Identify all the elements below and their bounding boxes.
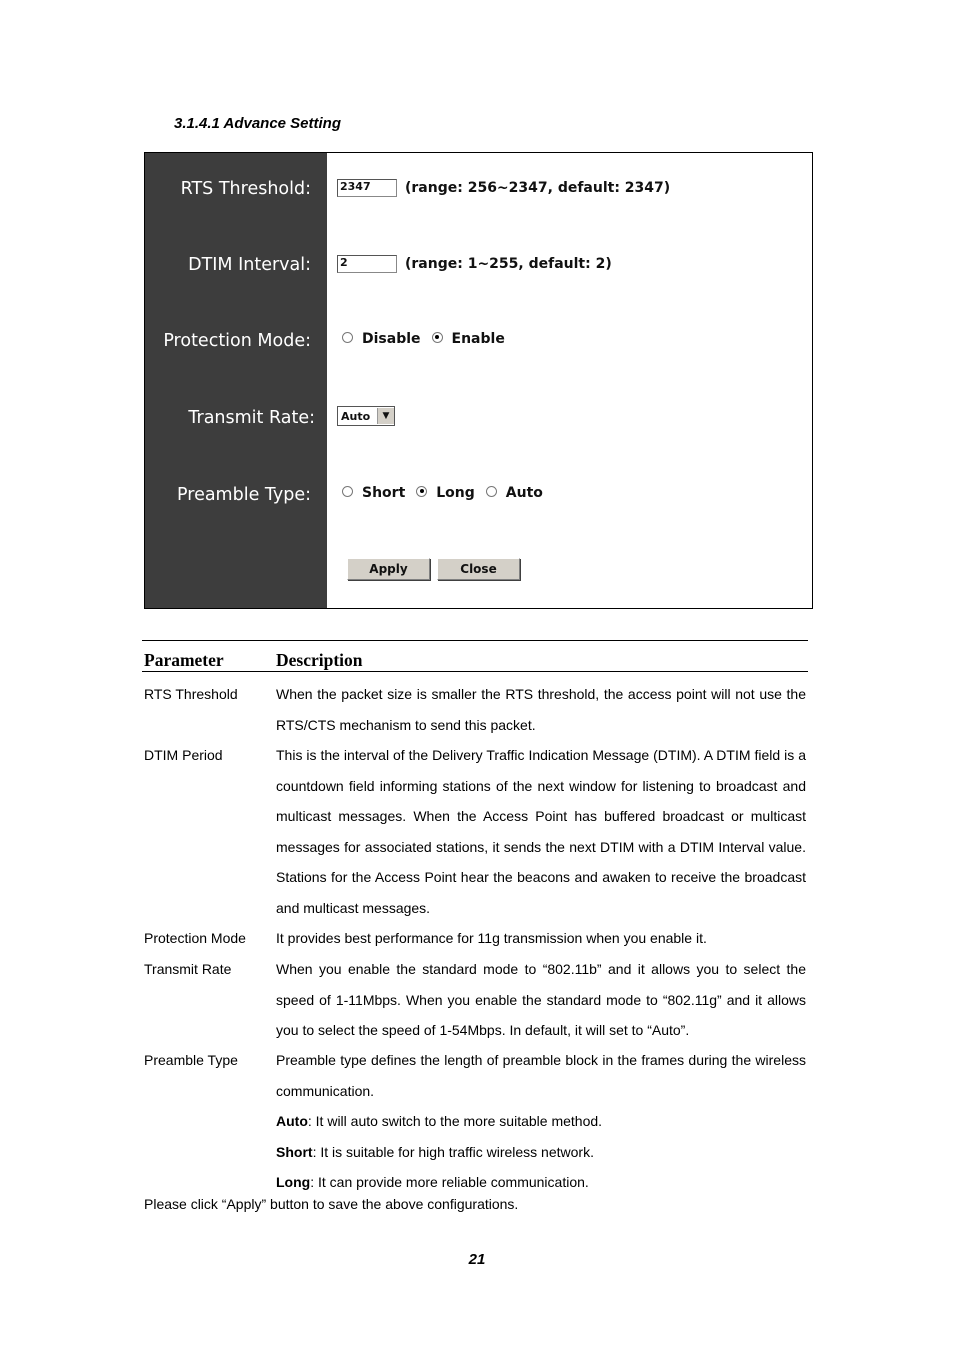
footer-note: Please click “Apply” button to save the above configurations. [144, 1196, 519, 1212]
table-header-rule [142, 671, 808, 672]
header-parameter: Parameter [144, 650, 224, 670]
dtim-hint: (range: 1~255, default: 2) [405, 256, 612, 272]
protection-disable-label: Disable [362, 331, 421, 347]
preamble-short-radio[interactable] [342, 486, 353, 497]
param-transmit-rate: Transmit Rate [144, 961, 232, 977]
rts-threshold-label: RTS Threshold: [180, 179, 311, 199]
param-preamble-type: Preamble Type [144, 1052, 238, 1068]
preamble-type-options [335, 485, 547, 501]
preamble-type-label: Preamble Type: [177, 485, 311, 505]
preamble-short-note: Short: It is suitable for high traffic wireless network. [276, 1143, 594, 1160]
preamble-long-label: Long [436, 485, 475, 501]
action-buttons [347, 558, 527, 580]
desc-protection-mode: It provides best performance for 11g transmission when you enable it. [276, 930, 707, 946]
rts-threshold-input[interactable]: 2347 [337, 179, 397, 197]
rts-row [337, 179, 670, 197]
preamble-long-note: Long: It can provide more reliable communication. [276, 1174, 589, 1190]
param-rts-threshold: RTS Threshold [144, 686, 238, 702]
param-dtim-period: DTIM Period [144, 747, 223, 763]
transmit-rate-row [337, 406, 395, 426]
preamble-short-label: Short [362, 485, 406, 501]
dtim-interval-input[interactable]: 2 [337, 255, 397, 273]
protection-mode-label: Protection Mode: [163, 331, 311, 351]
dtim-row [337, 255, 612, 273]
protection-enable-label: Enable [451, 331, 505, 347]
header-description: Description [276, 650, 363, 670]
page-number: 21 [468, 1251, 486, 1268]
section-title: 3.1.4.1 Advance Setting [174, 115, 342, 132]
desc-transmit-rate: When you enable the standard mode to “802.11b” and it allows you to select the speed of 1-11Mbps. When you enable the standard mode to “802.11g” and it allows you to select the speed of 1-54Mbps. In default, it will set to “Auto”. [276, 961, 806, 1038]
protection-enable-radio[interactable] [432, 332, 443, 343]
param-protection-mode: Protection Mode [144, 930, 246, 946]
desc-dtim-period: This is the interval of the Delivery Traffic Indication Message (DTIM). A DTIM field is a countdown field informing stations of the next window for listening to broadcast and multicast messages. When the Access Point has buffered broadcast or multicast messages for associated stations, it sends the next DTIM with a DTIM Interval value. Stations for the Access Point hear the beacons and awaken to receive the broadcast and multicast messages. [276, 747, 806, 916]
protection-disable-radio[interactable] [342, 332, 353, 343]
table-top-rule [142, 640, 808, 641]
transmit-rate-select[interactable] [337, 406, 395, 426]
label-sidebar [145, 153, 327, 608]
preamble-auto-note: Auto: It will auto switch to the more suitable method. [276, 1113, 603, 1129]
protection-mode-options [335, 331, 509, 347]
preamble-auto-label: Auto [505, 485, 543, 501]
close-button[interactable]: Close [437, 558, 520, 580]
desc-rts-threshold: When the packet size is smaller the RTS threshold, the access point will not use the RTS/CTS mechanism to send this packet. [276, 686, 806, 733]
preamble-long-radio[interactable] [416, 486, 427, 497]
apply-button[interactable]: Apply [347, 558, 430, 580]
desc-preamble-type: Preamble type defines the length of preamble block in the frames during the wireless communication. Auto: It will auto switch to the more suitable method. Short: It is suitable for high traffic wireless network. Long: It can provide more reliable communication. [276, 1045, 806, 1198]
dtim-interval-label: DTIM Interval: [188, 255, 311, 275]
preamble-auto-radio[interactable] [486, 486, 497, 497]
transmit-rate-label: Transmit Rate: [188, 408, 315, 428]
transmit-rate-value: Auto [341, 409, 371, 423]
advance-setting-panel [144, 152, 813, 609]
dropdown-arrow-icon[interactable]: ▼ [377, 408, 394, 424]
rts-hint: (range: 256~2347, default: 2347) [405, 180, 671, 196]
